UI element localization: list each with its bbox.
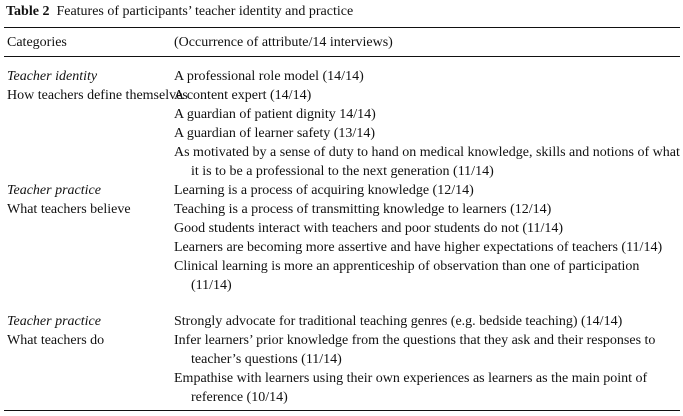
attribute-item: As motivated by a sense of duty to hand on medical knowledge, skills and notions of what it is to be a professional to the next generation (11/14) <box>174 145 680 179</box>
header-categories: Categories <box>7 35 67 50</box>
top-rule <box>4 27 680 28</box>
attribute-item: Clinical learning is more an apprenticeship of observation than one of participation (11/14) <box>174 259 640 293</box>
attribute-item: Good students interact with teachers and poor students do not (11/14) <box>174 221 564 236</box>
category-cell <box>7 312 177 350</box>
category-cell <box>7 181 177 219</box>
attribute-item: Teaching is a process of transmitting knowledge to learners (12/14) <box>174 202 552 217</box>
category-description: What teachers do <box>7 333 105 348</box>
attribute-item: Learning is a process of acquiring knowledge (12/14) <box>174 183 474 198</box>
category-title: Teacher practice <box>7 183 101 198</box>
category-description: What teachers believe <box>7 202 131 217</box>
bottom-rule <box>4 410 680 411</box>
attribute-item: A content expert (14/14) <box>174 88 312 103</box>
header-occurrence: (Occurrence of attribute/14 interviews) <box>174 35 393 50</box>
category-title: Teacher practice <box>7 314 101 329</box>
attribute-cell <box>174 67 680 181</box>
category-description: How teachers define themselves <box>7 88 188 103</box>
attribute-item: A guardian of learner safety (13/14) <box>174 126 375 141</box>
attribute-cell <box>174 312 680 407</box>
header-rule <box>4 56 680 57</box>
attribute-cell <box>174 181 680 295</box>
table-title: Features of participants’ teacher identity and practice <box>56 4 354 19</box>
table-caption <box>6 2 353 21</box>
attribute-item: Empathise with learners using their own experiences as learners as the main point of reference (10/14) <box>174 371 648 405</box>
attribute-item: Learners are becoming more assertive and have higher expectations of teachers (11/14) <box>174 240 663 255</box>
table-label: Table 2 <box>6 4 50 19</box>
category-cell <box>7 67 188 105</box>
attribute-item: Infer learners’ prior knowledge from the questions that they ask and their responses to teacher’s questions (11/14) <box>174 333 656 367</box>
attribute-item: A guardian of patient dignity 14/14) <box>174 107 376 122</box>
category-title: Teacher identity <box>7 69 98 84</box>
attribute-item: Strongly advocate for traditional teaching genres (e.g. bedside teaching) (14/14) <box>174 314 623 329</box>
attribute-item: A professional role model (14/14) <box>174 69 364 84</box>
